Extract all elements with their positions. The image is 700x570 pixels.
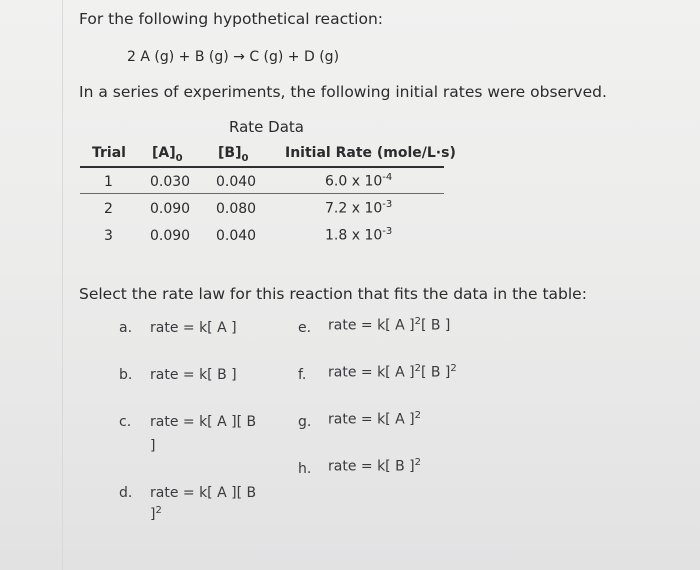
table-header-rule [80,166,444,168]
option-h-letter: h. [298,461,312,477]
option-e-letter: e. [298,320,312,336]
option-c-letter: c. [119,414,132,430]
option-e-text[interactable]: rate = k[ A ]$^2$[ B ] [328,316,451,334]
option-d-text-wrap: ]$^2$ [150,505,162,523]
table-caption: Rate Data [229,118,304,136]
question-prompt: Select the rate law for this reaction that fits the data in the table: [79,285,587,303]
header-trial: Trial [92,145,126,161]
option-d-letter: d. [119,485,133,501]
header-a: $[A]_0$ [152,145,183,164]
option-d-text[interactable]: rate = k[ A ][ B [150,485,257,501]
option-g-text[interactable]: rate = k[ A ]$^2$ [328,410,421,428]
row-3-b: 0.040 [216,228,257,244]
row-2-rate: 7.2 x $10^{-3}$ [325,199,393,217]
option-a-text[interactable]: rate = k[ A ] [150,320,237,336]
row-1-b: 0.040 [216,174,257,190]
option-c-text-wrap: ] [150,438,156,454]
row-divider [80,193,444,194]
option-h-text[interactable]: rate = k[ B ]$^2$ [328,457,421,475]
row-1-trial: 1 [104,174,113,190]
header-b: $[B]_0$ [218,145,249,164]
row-3-rate: 1.8 x $10^{-3}$ [325,226,393,244]
option-b-letter: b. [119,367,133,383]
option-b-text[interactable]: rate = k[ B ] [150,367,237,383]
option-g-letter: g. [298,414,312,430]
row-2-b: 0.080 [216,201,257,217]
intro-text: In a series of experiments, the following initial rates were observed. [79,83,607,101]
reaction-equation: 2 A (g) + B (g) → C (g) + D (g) [127,49,340,65]
option-f-letter: f. [298,367,307,383]
option-f-text[interactable]: rate = k[ A ]$^2$[ B ]$^2$ [328,363,457,381]
row-3-a: 0.090 [150,228,191,244]
option-c-text[interactable]: rate = k[ A ][ B [150,414,257,430]
row-2-a: 0.090 [150,201,191,217]
row-1-a: 0.030 [150,174,191,190]
heading: For the following hypothetical reaction: [79,10,384,28]
option-a-letter: a. [119,320,133,336]
row-3-trial: 3 [104,228,113,244]
row-1-rate: 6.0 x $10^{-4}$ [325,172,393,190]
row-2-trial: 2 [104,201,113,217]
header-rate: Initial Rate (mole/L·s) [285,145,456,161]
